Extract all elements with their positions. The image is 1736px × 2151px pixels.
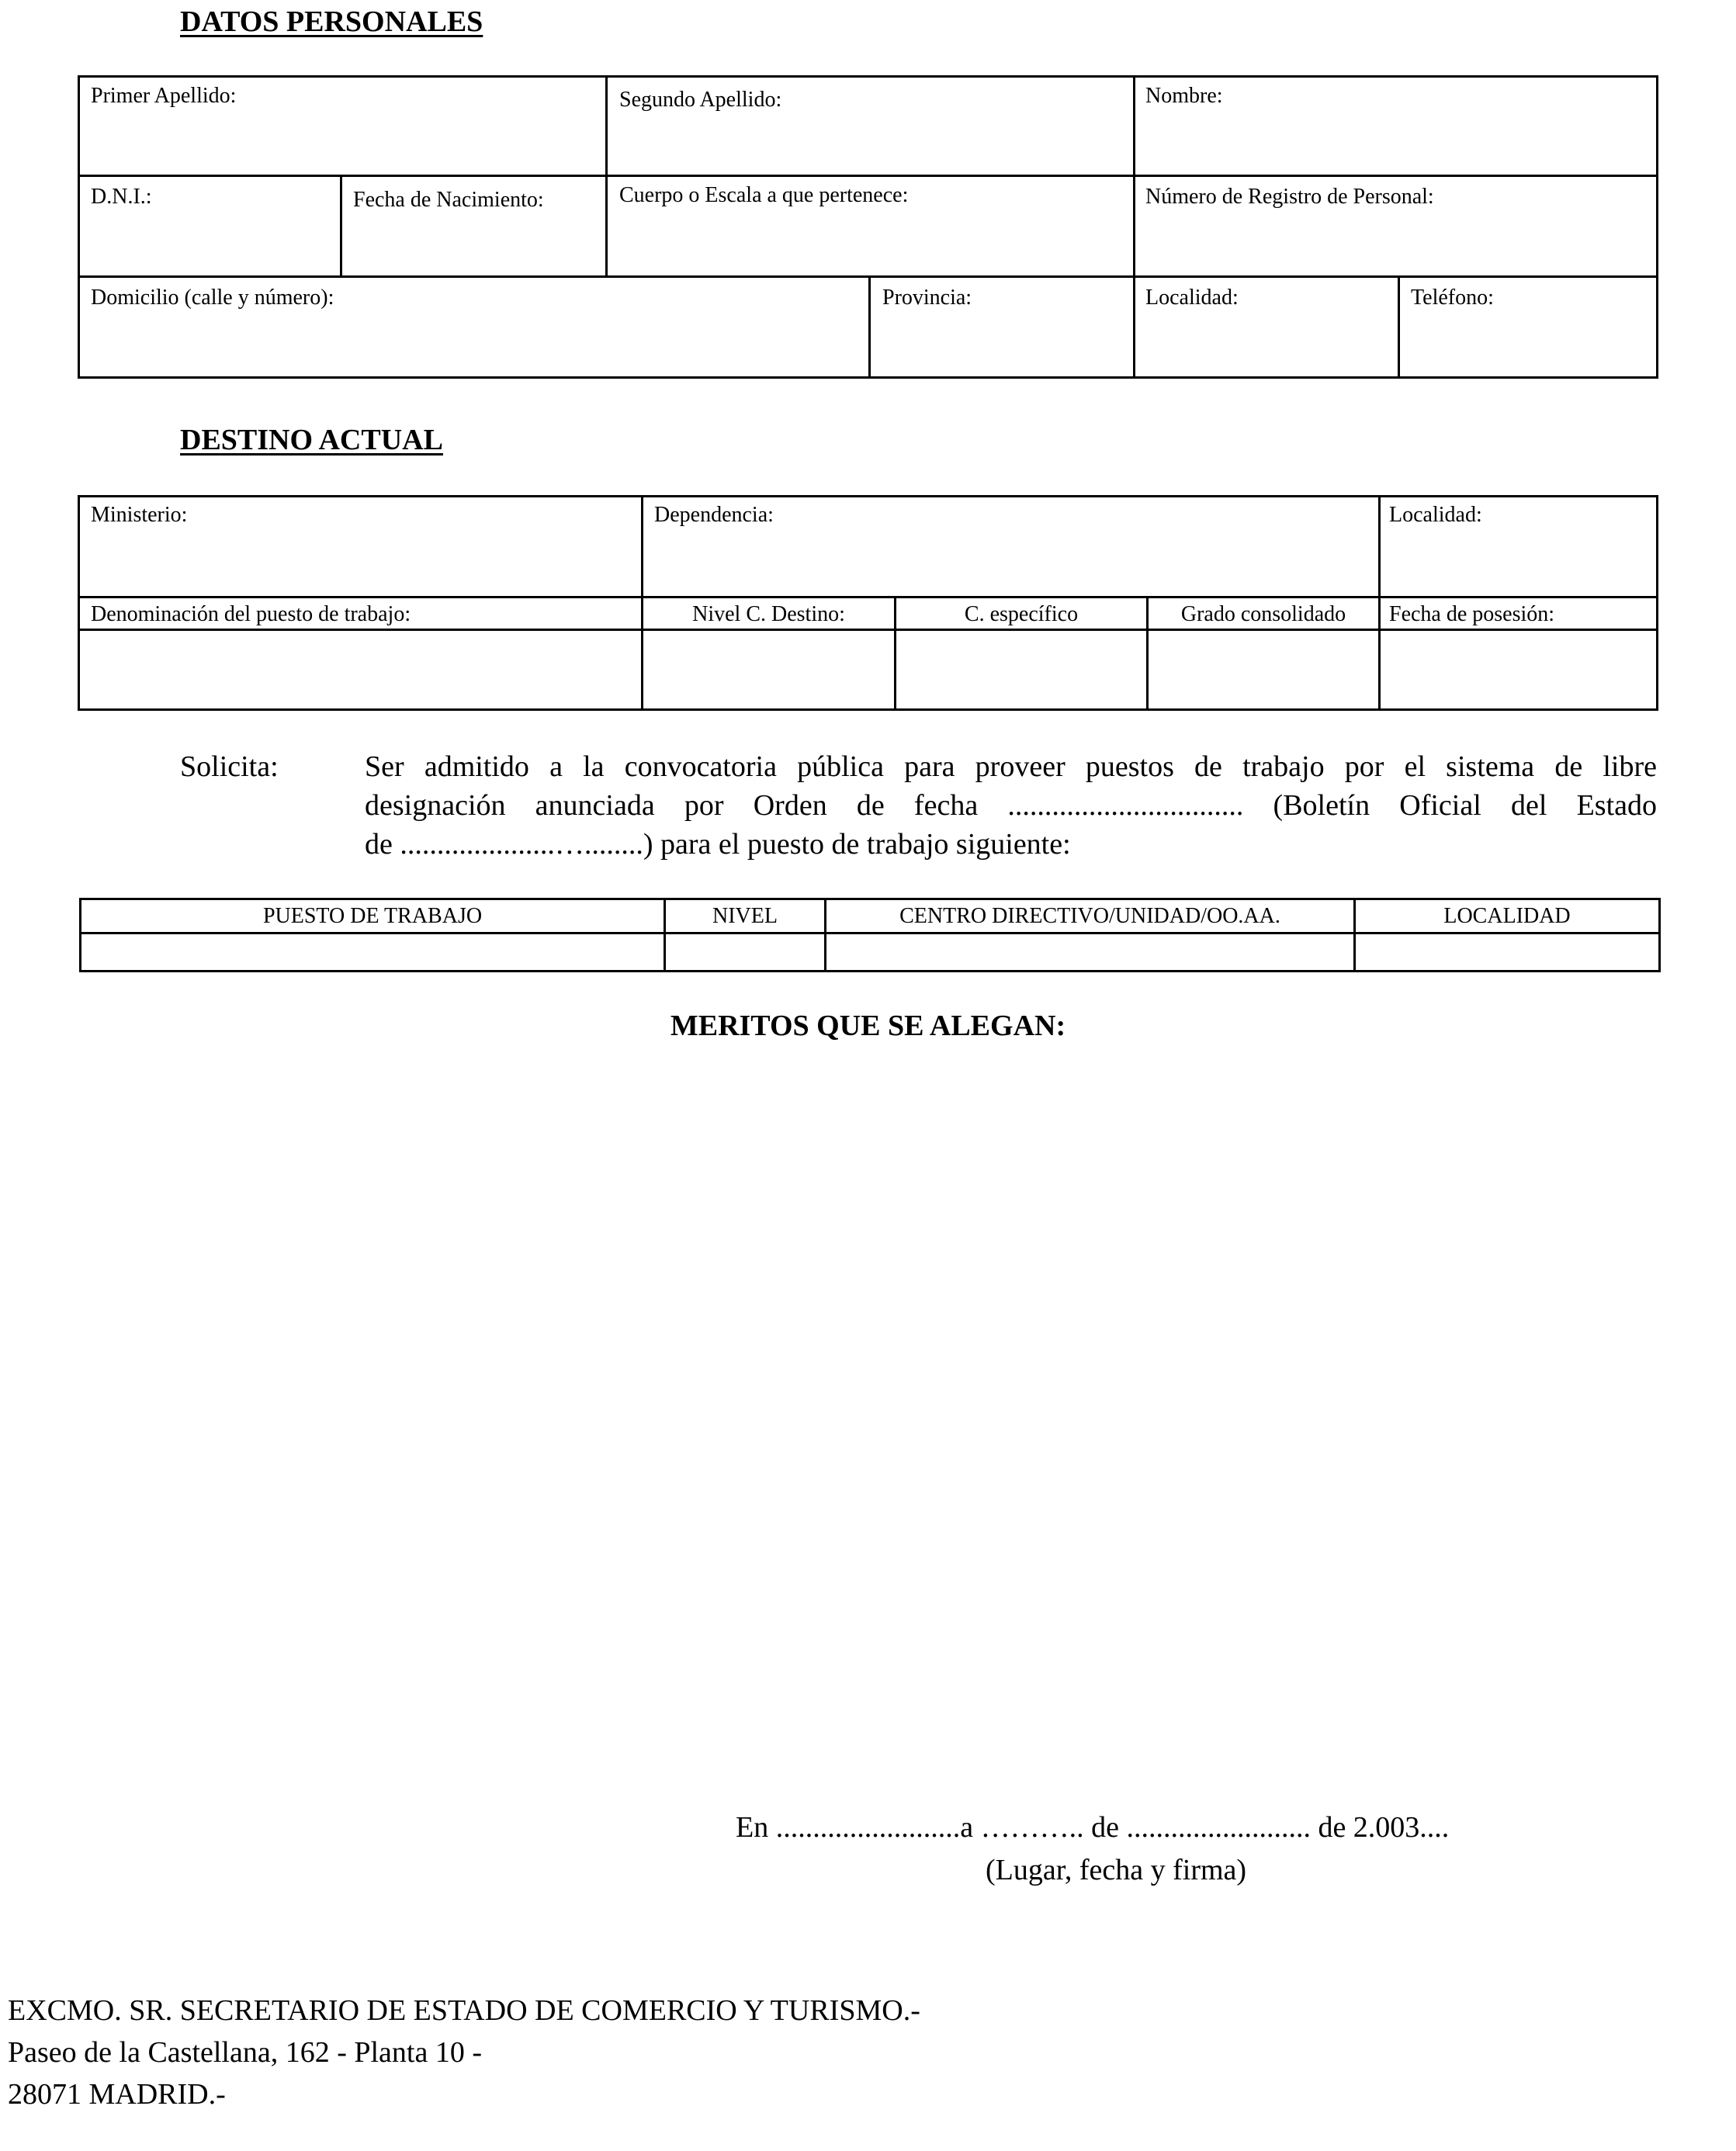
domicilio-field[interactable]: Domicilio (calle y número): bbox=[91, 286, 334, 310]
signature-caption: (Lugar, fecha y firma) bbox=[986, 1854, 1247, 1886]
column-divider bbox=[868, 275, 871, 379]
solicita-line: de .....................…........) para el puesto de trabajo siguiente: bbox=[365, 828, 1071, 861]
provincia-field[interactable]: Provincia: bbox=[882, 286, 972, 310]
primer-apellido-field[interactable]: Primer Apellido: bbox=[91, 84, 237, 108]
fecha-posesion-field[interactable]: Fecha de posesión: bbox=[1389, 602, 1555, 626]
column-divider bbox=[605, 75, 608, 275]
fecha-nacimiento-field[interactable]: Fecha de Nacimiento: bbox=[353, 188, 544, 212]
column-divider bbox=[1398, 275, 1400, 379]
solicita-line: Ser admitido a la convocatoria pública para proveer puestos de trabajo por el sistema de libre bbox=[365, 750, 1657, 783]
row-divider bbox=[78, 175, 1658, 177]
addressee-street: Paseo de la Castellana, 162 - Planta 10 - bbox=[8, 2036, 483, 2069]
column-divider bbox=[1133, 75, 1135, 379]
column-divider bbox=[641, 495, 643, 711]
column-divider bbox=[340, 175, 342, 275]
nombre-field[interactable]: Nombre: bbox=[1145, 84, 1223, 108]
nivel-destino-field[interactable]: Nivel C. Destino: bbox=[692, 602, 845, 626]
numero-registro-field[interactable]: Número de Registro de Personal: bbox=[1145, 185, 1434, 209]
localidad-header: LOCALIDAD bbox=[1443, 904, 1571, 928]
solicita-line: designación anunciada por Orden de fecha ................................ (Boletín Oficial del Estado bbox=[365, 789, 1657, 822]
cuerpo-escala-field[interactable]: Cuerpo o Escala a que pertenece: bbox=[619, 183, 909, 207]
telefono-field[interactable]: Teléfono: bbox=[1411, 286, 1494, 310]
grado-consolidado-field[interactable]: Grado consolidado bbox=[1180, 602, 1346, 626]
denominacion-puesto-field[interactable]: Denominación del puesto de trabajo: bbox=[91, 602, 411, 626]
centro-directivo-header: CENTRO DIRECTIVO/UNIDAD/OO.AA. bbox=[899, 904, 1280, 928]
column-divider bbox=[1378, 495, 1381, 711]
centro-directivo-input[interactable] bbox=[826, 934, 1353, 970]
meritos-heading: MERITOS QUE SE ALEGAN: bbox=[670, 1010, 1066, 1042]
row-divider bbox=[78, 629, 1658, 631]
segundo-apellido-field[interactable]: Segundo Apellido: bbox=[619, 88, 782, 112]
localidad-field[interactable]: Localidad: bbox=[1145, 286, 1239, 310]
destino-actual-heading: DESTINO ACTUAL bbox=[180, 424, 443, 456]
c-especifico-field[interactable]: C. específico bbox=[964, 602, 1079, 626]
puesto-input[interactable] bbox=[81, 934, 664, 970]
dni-field[interactable]: D.N.I.: bbox=[91, 185, 152, 209]
destino-localidad-field[interactable]: Localidad: bbox=[1389, 503, 1482, 527]
ministerio-field[interactable]: Ministerio: bbox=[91, 503, 188, 527]
nivel-input[interactable] bbox=[666, 934, 824, 970]
addressee-title: EXCMO. SR. SECRETARIO DE ESTADO DE COMERCIO Y TURISMO.- bbox=[8, 1994, 920, 2027]
row-divider bbox=[78, 596, 1658, 598]
localidad-input[interactable] bbox=[1356, 934, 1658, 970]
datos-personales-heading: DATOS PERSONALES bbox=[180, 5, 483, 38]
solicita-text bbox=[365, 747, 1657, 864]
meritos-area[interactable] bbox=[78, 1063, 1658, 1777]
signature-line: En .........................a ……….. de ......................... de 2.003.... bbox=[736, 1811, 1450, 1844]
solicita-label: Solicita: bbox=[180, 750, 279, 783]
nivel-header: NIVEL bbox=[712, 904, 778, 928]
dependencia-field[interactable]: Dependencia: bbox=[654, 503, 774, 527]
addressee-city: 28071 MADRID.- bbox=[8, 2078, 226, 2111]
puesto-header: PUESTO DE TRABAJO bbox=[262, 904, 483, 928]
